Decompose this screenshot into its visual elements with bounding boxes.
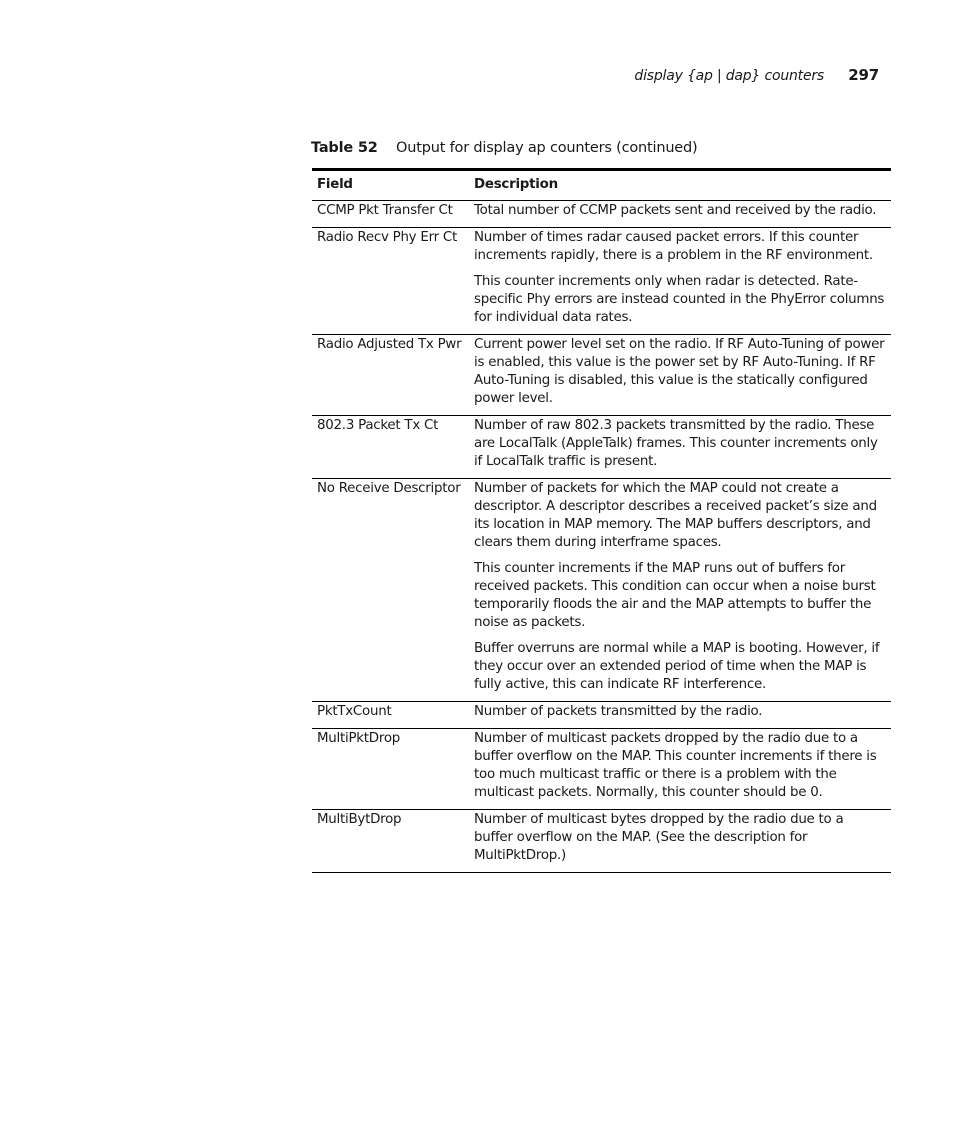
description-paragraph: Number of multicast packets dropped by the radio due to a buffer overflow on the MAP. This counter increments if there is too much multicast traffic or there is a problem with the multicast packets. Normally, this counter should be 0. [474,731,877,800]
field-name-cell: PktTxCount [312,702,469,729]
description-paragraph: Number of times radar caused packet errors. If this counter increments rapidly, there is a problem in the RF environment. [474,230,873,263]
description-cell [469,416,891,479]
field-name-cell: No Receive Descriptor [312,479,469,702]
page-number: 297 [848,66,879,84]
running-header [634,66,879,84]
description-cell [469,810,891,873]
description-paragraph: Buffer overruns are normal while a MAP is booting. However, if they occur over an extended period of time when the MAP is fully active, this can indicate RF interference. [474,641,880,692]
field-name-cell: 802.3 Packet Tx Ct [312,416,469,479]
table-row [312,810,891,873]
column-header-description: Description [469,170,891,201]
description-cell [469,729,891,810]
description-cell [469,228,891,335]
field-name-cell: Radio Recv Phy Err Ct [312,228,469,335]
counters-table [312,168,891,873]
description-paragraph: Total number of CCMP packets sent and received by the radio. [474,203,877,218]
description-paragraph: This counter increments if the MAP runs out of buffers for received packets. This condition can occur when a noise burst temporarily floods the air and the MAP attempts to buffer the noise as packets. [474,561,876,630]
table-caption [311,140,698,156]
field-name-cell: CCMP Pkt Transfer Ct [312,201,469,228]
description-paragraph: Number of packets for which the MAP could not create a descriptor. A descriptor describes a received packet’s size and its location in MAP memory. The MAP buffers descriptors, and clears them during interframe spaces. [474,481,877,550]
table-row [312,479,891,702]
description-paragraph: Current power level set on the radio. If RF Auto-Tuning of power is enabled, this value is the power set by RF Auto-Tuning. If RF Auto-Tuning is disabled, this value is the statically configured power level. [474,337,885,406]
table-row [312,729,891,810]
table-row [312,335,891,416]
description-cell [469,479,891,702]
description-paragraph: Number of raw 802.3 packets transmitted by the radio. These are LocalTalk (AppleTalk) frames. This counter increments only if LocalTalk traffic is present. [474,418,878,469]
section-title: display {ap | dap} counters [634,68,825,84]
field-name-cell: Radio Adjusted Tx Pwr [312,335,469,416]
table-row [312,201,891,228]
description-paragraph: Number of packets transmitted by the radio. [474,704,763,719]
description-cell [469,335,891,416]
table-body [312,201,891,873]
table-caption-label: Table 52 [311,140,378,156]
column-header-field: Field [312,170,469,201]
description-paragraph: Number of multicast bytes dropped by the radio due to a buffer overflow on the MAP. (See the description for MultiPktDrop.) [474,812,844,863]
table-row [312,416,891,479]
table-header-row [312,170,891,201]
description-paragraph: This counter increments only when radar is detected. Rate-specific Phy errors are instead counted in the PhyError columns for individual data rates. [474,274,885,325]
table-row [312,228,891,335]
description-cell [469,702,891,729]
field-name-cell: MultiPktDrop [312,729,469,810]
table-row [312,702,891,729]
description-cell [469,201,891,228]
table-caption-text: Output for display ap counters (continued) [396,140,698,156]
field-name-cell: MultiBytDrop [312,810,469,873]
